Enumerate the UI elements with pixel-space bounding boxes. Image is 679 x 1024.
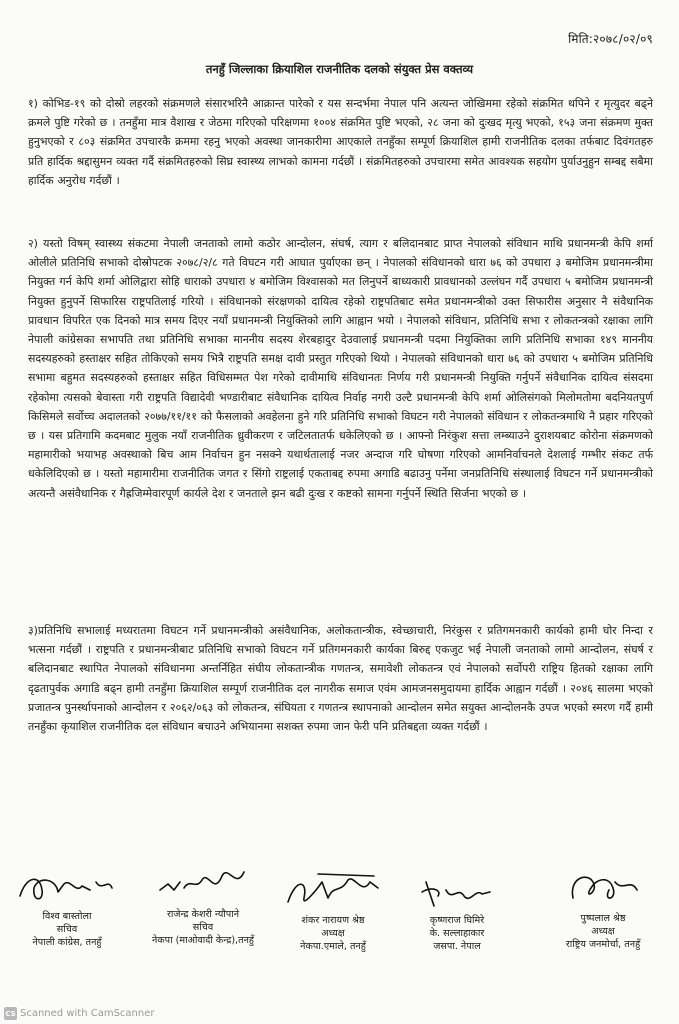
- signatory-role: अध्यक्ष: [591, 926, 615, 937]
- signature-image: [148, 860, 258, 906]
- signature-block-5: [540, 868, 666, 951]
- signatory-role: सचिव: [192, 922, 214, 933]
- signatory-name: कृष्णराज घिमिरे: [429, 915, 485, 926]
- paragraph-2: २) यस्तो विषम् स्वास्थ्य संकटमा नेपाली जनताको लामो कठोर आन्दोलन, संघर्ष, त्याग र बलिदानबाट प्राप्त नेपालको संविधान माथि प्रधानमन्त्री केपि शर्मा ओलीले प्रतिनिधि सभाको दोस्रोपटक २०७८/२/८ गते विघटन गरी आघात पुर्याएका छन् । नेपालको संविधानको धारा ७६ को उपधारा ३ बमोजिम प्रधानमन्त्रीमा नियुक्त गर्न केपि शर्मा ओलिद्वारा सोहि धाराको उपधारा ४ बमोजिम विश्वासको मत लिनुपर्ने बाध्यकारी प्रावधानको उल्लंघन गर्दै उपधारा ५ बमोजिम प्रधानमन्त्री नियुक्त हुनुपर्ने सिफारिस राष्ट्रपतिलाई गरियो । संविधानको संरक्षणको दायित्व रहेको राष्ट्रपतिबाट समेत प्रधानमन्त्रीको उक्त सिफारीस अनुसार नै संवैधानिक प्रावधान विपरित एक दिनको मात्र समय दिएर नयाँ प्रधानमन्त्री नियुक्तिको लागि आह्वान भयो । नेपालको संविधान, प्रतिनिधि सभा र लोकतन्त्रको रक्षाका लागि नेपाली कांग्रेसका सभापति तथा प्रतिनिधि सभाका माननीय सदस्य शेरबहादुर देउवालाई प्रधानमन्त्री पदमा नियुक्तिका लागि प्रतिनिधि सभाका १४९ माननीय सदस्यहरुको हस्ताक्षर सहित तोकिएको समय भित्रै राष्ट्रपति समक्ष दावी प्रस्तुत गरिएको थियो । नेपालको संविधानको धारा ७६ को उपधारा ५ बमोजिम प्रतिनिधि सभामा बहुमत सदस्यहरुको हस्ताक्षर सहित विधिसम्मत पेश गरेको दावीमाथि संविधानतः निर्णय गरी प्रधानमन्त्री नियुक्ति गर्नुपर्ने संवैधानिक दायित्व संसदमा रहेकोमा त्यसको बेवास्ता गरी राष्ट्रपति विद्यादेवी भण्डारीबाट संवैधानिक दायित्व निर्वाह नगरी उल्टै प्रधानमन्त्री केपि शर्मा ओलिसंगको मिलोमतोमा बदनियतपुर्ण किसिमले सर्वोच्च अदालतको २०७७/११/११ को फैसलाको अवहेलना हुने गरि प्रतिनिधि सभाको विघटन गरी नेपालको संविधान र लोकतन्त्रमाथि नै प्रहार गरिएको छ । यस प्रतिगामि कदमबाट मुलुक नयाँ राजनीतिक ध्रुवीकरण र जटिलतातर्फ धकेलिएको छ । आफ्नो निरंकुश सत्ता लम्ब्याउने दुराशयबाट कोरोना संक्रमणको महामारीको भयाभह अवस्थाको बिच आम निर्वाचन हुन नसक्ने यथार्थतालाई नजर अन्दाज गरि घोषणा गरिएको आमनिर्वाचनले देशलाई गम्भीर संकट तर्फ धकेलिदिएको छ । यस्तो महामारीमा राजनीतिक जगत र सिंगो राष्ट्रलाई एकताबद्द रुपमा अगाडि बढाउनु पर्नेमा जनप्रतिनिधि संस्थालाई विघटन गर्ने प्रधानमन्त्रीको अत्यन्तै असंवैधानिक र गैह्रजिम्मेवारपूर्ण कार्यले देश र जनताले झन बढी दुःख र कष्टको सामना गर्नुपर्ने स्थिति सिर्जना भएको छ ।: [28, 237, 653, 500]
- signatory-name: शंकर नारायण श्रेष्ठ: [301, 915, 365, 926]
- signatory-org: नेकपा.एमाले, तनहुँ: [300, 941, 366, 952]
- signature-image: [278, 868, 388, 912]
- signature-block-4: [394, 872, 520, 953]
- signature-image: [553, 868, 653, 910]
- signature-block-2: [140, 860, 266, 947]
- watermark-text: Scanned with CamScanner: [20, 1008, 155, 1019]
- document-title: तनहुँ जिल्लाका क्रियाशिल राजनीतिक दलको संयुक्त प्रेस वक्तव्य: [205, 62, 474, 76]
- signature-image: [412, 872, 502, 912]
- signatory-role: सचिव: [56, 924, 78, 935]
- signatory-role: अध्यक्ष: [321, 928, 345, 939]
- signatory-name: पुष्पलाल श्रेष्ठ: [580, 913, 626, 924]
- signatory-name: विश्व बास्तोला: [42, 911, 92, 922]
- paragraph-3: ३)प्रतिनिधि सभालाई मध्यरातमा विघटन गर्ने प्रधानमन्त्रीको असंवैधानिक, अलोकतान्त्रीक, स्वेच्छाचारी, निरंकुस र प्रतिगमनकारी कार्यको हामी घोर निन्दा र भत्सना गर्दछौं । राष्ट्रपति र प्रधानमन्त्रीबाट प्रतिनिधि सभाको विघटन गर्ने प्रतिगमनकारी कार्यका बिरुद्द एकजुट भई नेपाली जनताको लामो आन्दोलन, संघर्ष र बलिदानबाट स्थापित नेपालको संविधानमा अन्तर्निहित संघीय लोकतान्त्रीक गणतन्त्र, समावेशी लोकतन्त्र एवं नेपालको सर्वोपरी राष्ट्रिय हितको रक्षाका लागि दृढतापुर्वक अगाडि बढ्न हामी तनहुँमा क्रियाशिल सम्पूर्ण राजनीतिक दल नागरीक समाज एवंम आमजनसमुदायमा हार्दिक आह्वान गर्दछौं । २०४६ सालमा भएको प्रजातन्त्र पुनर्स्थापनाको आन्दोलन र २०६२/०६३ को लोकतन्त्र, संघियता र गणतन्त्र स्थापनाको आन्दोलन समेत सयुक्त आन्दोलनकै उपज भएको स्मरण गर्दै हामी तनहुँका कृयाशिल राजनीतिक दल संविधान बचाउने अभियानमा सशक्त रुपमा जान फेरी पनि प्रतिबद्दता व्यक्त गर्दछौं ।: [28, 624, 653, 734]
- signatory-org: नेपाली कांग्रेस, तनहुँ: [32, 937, 102, 948]
- signatory-org: राष्ट्रिय जनमोर्चा, तनहुँ: [565, 939, 641, 950]
- camscanner-icon: CS: [4, 1007, 17, 1020]
- signature-block-1: [4, 868, 130, 949]
- signatory-org: नेकपा (माओवादी केन्द्र),तनहुँ: [151, 935, 254, 946]
- signatory-role: के. सल्लाहाकार: [429, 928, 485, 939]
- signatory-org: जसपा. नेपाल: [433, 941, 481, 952]
- date-label: मिति:२०७८/०२/०९: [568, 32, 653, 46]
- signature-block-3: [270, 868, 396, 953]
- scanner-watermark: [4, 1007, 155, 1020]
- paragraph-1: १) कोभिड-१९ को दोस्रो लहरको संक्रमणले संसारभरिनै आक्रान्त पारेको र यस सन्दर्भमा नेपाल पनि अत्यन्त जोखिममा रहेको संक्रमित थपिने र मृत्युदर बढ्ने क्रमले पुष्टि गरेको छ । तनहुँमा मात्र वैशाख र जेठमा गरिएको परिक्षणमा १००४ संक्रमित पुष्टि भएको, २८ जना को दुःखद मृत्यु भएको, १५३ जना संक्रमण मुक्त हुनुभएको र ८०३ संक्रमित उपचारकै क्रममा रहनु भएको अवस्था जानकारीमा आएकाले तनहुँका सम्पूर्ण क्रियाशिल हामी राजनीतिक दलका तर्फबाट दिवंगतहरु प्रति हार्दिक श्रद्दासुमन व्यक्त गर्दै संक्रमितहरुको सिघ्र स्वास्थ्य लाभको कामना गर्दछौं । संक्रमितहरुको उपचारमा समेत आवश्यक सहयोग पुर्याउनुहुन सम्बद्द सबैमा हार्दिक अनुरोध गर्दछौं ।: [28, 97, 653, 187]
- signature-image: [12, 868, 122, 908]
- signatory-name: राजेन्द्र केशरी न्यौपाने: [166, 909, 240, 920]
